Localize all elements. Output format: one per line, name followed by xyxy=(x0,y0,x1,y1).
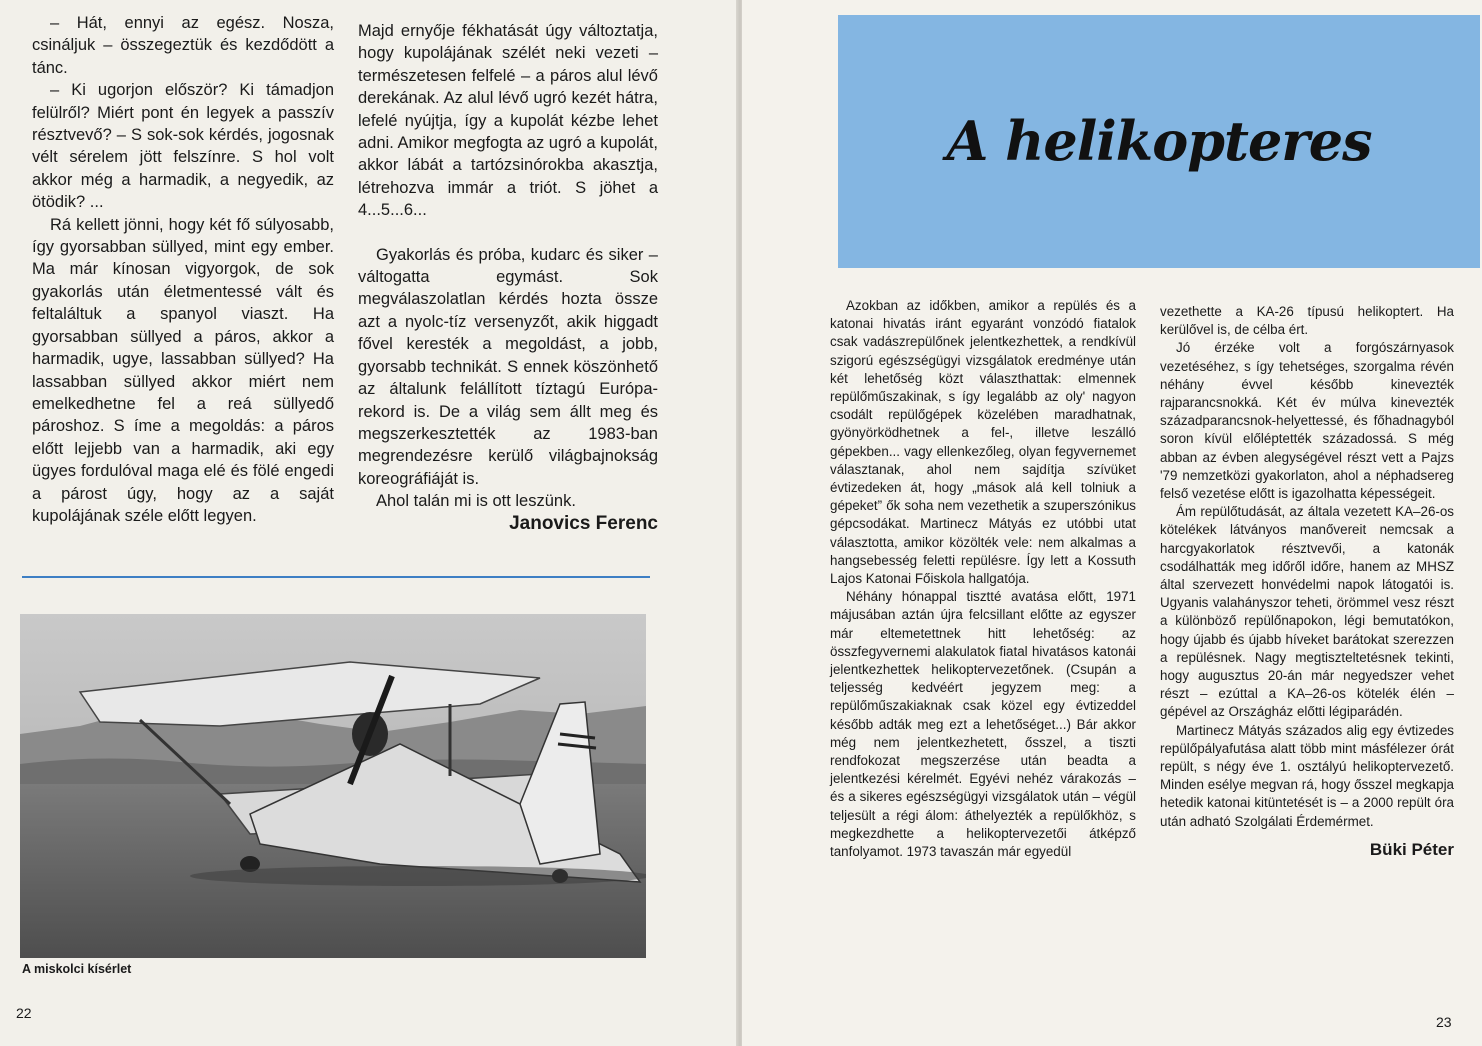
paragraph: Ám repülőtudását, az általa vezetett KA–26-os kötelékek látványos manővereit nemcsak a harcgyakorlatok résztvevői, a katonák csodálhatták meg időről időre, hanem az MHSZ által szervezett honvédelmi napok látogatói is. Ugyanis valahányszor teheti, örömmel vesz részt a különböző repülőnapokon, légi bemutatókon, hogy újabb és újabb híveket barátokat szerezzen a repülésnek. Nagy megtiszteltetésnek tekinti, hogy augusztus 20-án már negyedszer vehet részt – ezúttal a KA–26-os kötelék élén – gépével az Országház előtti légiparádén. xyxy=(1160,504,1454,720)
paragraph: Jó érzéke volt a forgószárnyasok vezetéséhez, s így tehetséges, szorgalma révén néhány évvel később kinevezték rajparancsnokká. Két év múlva kinevezték századparancsnok-helyettessé, és főhadnagyból soron kívül előléptették századossá. S még abban az évben alegységével részt vett a Pajzs '79 nemzetközi gyakorlaton, ahol a néphadsereg felső vezetése előtt is igazolhatta képességeit. xyxy=(1160,340,1454,502)
paragraph: Majd ernyője fékhatását úgy változtatja, hogy kupolájának szélét neki vezeti – természetesen felfelé – a páros alul lévő derekának. Az alul lévő ugró kezét hátra, lefelé nyújtja, így a kupolát kézbe lehet adni. Amikor megfogta az ugró a kupolát, akkor lábát a tartózsinórokba akasztja, létrehozva immár a triót. S jöhet a 4...5...6... xyxy=(358,22,658,220)
paragraph: – Ki ugorjon először? Ki támadjon felülről? Miért pont én legyek a passzív résztvevő? – S sok-sok kérdés, jogosnak vélt sérelem jött felszínre. S hol volt akkor még a harmadik, a negyedik, az ötödik? ... xyxy=(32,81,334,212)
paragraph: Gyakorlás és próba, kudarc és siker – váltogatta egymást. Sok megválaszolatlan kérdés hozta össze azt a nyolc-tíz versenyzőt, akik higgadt fővel keresték a megoldást, a jobb, gyorsabb technikát. S ennek köszönhető az általunk felállított tíztagú Európa-rekord is. De a világ sem állt meg és megszerkesztették az 1983-ban megrendezésre kerülő világbajnokság koreográfiáját is. xyxy=(358,245,658,488)
page-number: 22 xyxy=(16,1005,32,1021)
paragraph: Azokban az időkben, amikor a repülés és a katonai hivatás iránt egyaránt vonzódó fiatalok csak vadászrepülőnek jelentkezhettek, a rendkívül szigorú egészségügyi vizsgálatok eredménye után két lehetőség közt választhattak: elmennek repülőműszakinak, s így legalább az oly' nagyon csodált repülőgépek közelében maradhatnak, gyönyörködhetnek a fel-, illetve leszálló gépekben... vagy ellenkezőleg, olyan fegyvernemet választanak, ahol nem sajdítja szívüket évtizedeken át, hogy „mások alá kell tolniuk a gépeket” ők soha nem vezethetik a szuperszónikus gépcsodákat. Martinecz Mátyás ez utóbbi utat választotta, amikor közölték vele: nem alkalmas a hangsebesség feletti repülésre. Így lett a Kossuth Lajos Katonai Főiskola hallgatója. xyxy=(830,298,1136,587)
paragraph: – Hát, ennyi az egész. Nosza, csináljuk – összegeztük és kezdődött a tánc. xyxy=(32,14,334,77)
left-column-2 xyxy=(358,20,658,535)
photo-caption: A miskolci kísérlet xyxy=(22,962,132,976)
left-page xyxy=(0,0,738,1046)
paragraph: Ahol talán mi is ott leszünk. xyxy=(376,492,576,511)
paragraph: Néhány hónappal tisztté avatása előtt, 1971 májusában aztán újra felcsillant előtte az egyszer már eltemetettnek hitt lehetőség: az összfegyvernemi alakulatok fiatal hivatásos katonái jelentkezhettek helikoptervezetőnek. (Csupán a teljesség kedvéért jegyzem meg: a repülőműszakiaknak csak közel egy évtizeddel később adták meg ezt a lehetőséget...) Bár akkor még nem jelentkezhetett, ősszel, a tiszti rendfokozat megszerzése után beadta a jelentkezési kérelmét. Egyévi nehéz várakozás – és a sikeres egészségügyi vizsgálatok után – végül teljesült a régi álom: áthelyezték a repülőkhöz, s megkezdhette a helikoptervezetői átképző tanfolyamot. 1973 tavaszán már egyedül xyxy=(830,589,1136,860)
aircraft-photo xyxy=(20,614,646,958)
right-page xyxy=(742,0,1482,1046)
paragraph: Martinecz Mátyás százados alig egy évtizedes repülőpályafutása alatt több mint másfélezer órát repült, s négy éve 1. osztályú helikoptervezető. Minden esélye megvan rá, hogy ősszel megkapja hetedik katonai kitüntetését is – a 2000 repült óra után adható Szolgálati Érdemérmet. xyxy=(1160,722,1454,829)
author-signature: Büki Péter xyxy=(1369,839,1454,859)
divider-rule xyxy=(22,576,650,578)
title-banner xyxy=(838,15,1480,268)
article-title: A helikopteres xyxy=(946,109,1372,173)
left-column-1 xyxy=(32,12,334,527)
page-number: 23 xyxy=(1436,1014,1452,1030)
author-signature: Janovics Ferenc xyxy=(509,512,658,534)
paragraph: vezethette a KA-26 típusú helikoptert. Ha kerülővel is, de célba ért. xyxy=(1160,304,1454,338)
right-column-2 xyxy=(1160,303,1454,859)
paragraph: Rá kellett jönni, hogy két fő súlyosabb, így gyorsabban süllyed, mint egy ember. Ma már kínosan vigyorgok, de sok gyakorlás után életmentessé vált és feltaláltuk a spanyol viaszt. Ha gyorsabban süllyed a páros, akkor a harmadik, ugye, lassabban süllyed? Ha lassabban süllyed akkor miért nem emelkedhetne fel a reá süllyedő pároshoz. S íme a megoldás: a páros előtt lejjebb van a harmadik, aki egy ügyes fordulóval maga elé és fölé engedi a párost úgy, hogy az a saját kupolájának széle előtt legyen. xyxy=(32,215,334,525)
right-column-1 xyxy=(830,297,1136,861)
